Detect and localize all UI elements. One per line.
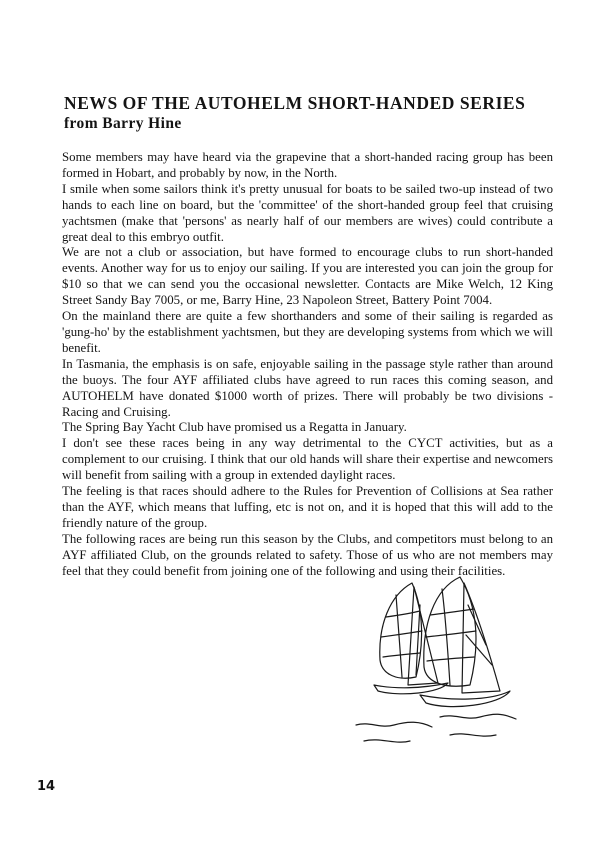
paragraph-cyct: I don't see these races being in any way detrimental to the CYCT activities, but as a complement to our cruising. I think that our old hands will share their expertise and newcomers will benefit from sailing with a group in extended daylight races.	[62, 436, 553, 483]
paragraph-grapevine: Some members may have heard via the grapevine that a short-handed racing group has been formed in Hobart, and probably by now, in the North.	[62, 150, 553, 180]
article-body	[62, 150, 553, 579]
article-title: NEWS OF THE AUTOHELM SHORT-HANDED SERIES	[64, 93, 526, 113]
paragraph-two-up: I smile when some sailors think it's pretty unusual for boats to be sailed two-up instead of two hands to each line on board, but the 'committee' of the short-handed group feel that cruising yachtsmen (make that 'persons' as nearly half of our members are wives) could contribute a great deal to this embryo outfit.	[62, 181, 553, 244]
paragraph-not-a-club: We are not a club or association, but have formed to encourage clubs to run short-handed events. Another way for us to enjoy our sailing. If you are interested you can join the group for $10 so that we can send you the occasional newsletter. Contacts are Mike Welch, 12 King Street Sandy Bay 7005, or me, Barry Hine, 23 Napoleon Street, Battery Point 7004.	[62, 245, 553, 308]
paragraph-tasmania: In Tasmania, the emphasis is on safe, enjoyable sailing in the passage style rather than around the buoys. The four AYF affiliated clubs have agreed to run races this coming season, and AUTOHELM have donated $1000 worth of prizes. There will probably be two divisions - Racing and Cruising.	[62, 356, 553, 419]
article-byline: from Barry Hine	[64, 115, 182, 132]
paragraph-spring-bay: The Spring Bay Yacht Club have promised us a Regatta in January.	[62, 420, 407, 435]
sailboats-sketch-icon	[350, 565, 520, 755]
paragraph-following-races: The following races are being run this season by the Clubs, and competitors must belong to an AYF affiliated Club, on the grounds related to safety. Those of us who are not members may feel that they could benefit from joining one of the following and using their facilities.	[62, 531, 553, 578]
paragraph-mainland: On the mainland there are quite a few shorthanders and some of their sailing is regarded as 'gung-ho' by the establishment yachtsmen, but they are developing systems from which we will benefit.	[62, 309, 553, 355]
page-number: 14	[37, 779, 56, 794]
paragraph-rules: The feeling is that races should adhere to the Rules for Prevention of Collisions at Sea rather than the AYF, which means that luffing, etc is not on, and it is hoped that this will add to the friendly nature of the group.	[62, 484, 553, 530]
